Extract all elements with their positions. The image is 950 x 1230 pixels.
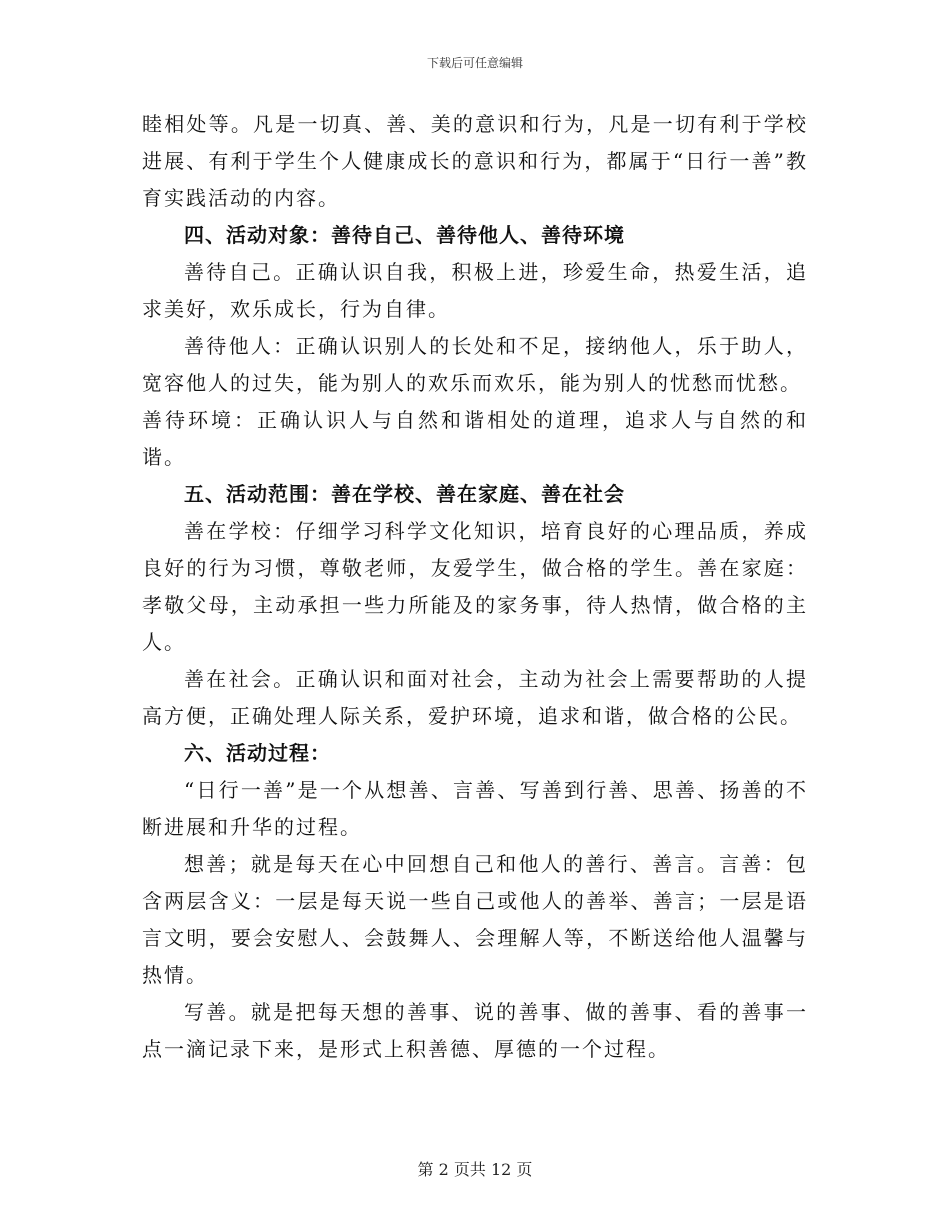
page-header: 下载后可任意编辑 <box>426 56 523 70</box>
paragraph-treat-environment: 善待环境：正确认识人与自然和谐相处的道理，追求人与自然的和谐。 <box>142 408 808 469</box>
section-heading-activity-scope: 五、活动范围：善在学校、善在家庭、善在社会 <box>184 482 625 506</box>
section-heading-activity-process: 六、活动过程： <box>184 741 331 765</box>
paragraph-write: 写善。就是把每天想的善事、说的善事、做的善事、看的善事一点一滴记录下来，是形式上积善德、厚德的一个过程。 <box>142 1000 808 1061</box>
paragraph-treat-self: 善待自己。正确认识自我，积极上进，珍爱生命，热爱生活，追求美好，欢乐成长，行为自律。 <box>142 260 808 321</box>
paragraph-continuation: 睦相处等。凡是一切真、善、美的意识和行为，凡是一切有利于学校进展、有利于学生个人健康成长的意识和行为，都属于“日行一善”教育实践活动的内容。 <box>142 112 808 210</box>
paragraph-think-speak: 想善；就是每天在心中回想自己和他人的善行、善言。言善：包含两层含义：一层是每天说一些自己或他人的善举、善言；一层是语言文明，要会安慰人、会鼓舞人、会理解人等，不断送给他人温馨与热情。 <box>142 852 808 987</box>
paragraph-school-family: 善在学校：仔细学习科学文化知识，培育良好的心理品质，养成良好的行为习惯，尊敬老师，友爱学生，做合格的学生。善在家庭：孝敬父母，主动承担一些力所能及的家务事，待人热情，做合格的主人。 <box>142 519 808 654</box>
document-body <box>142 106 808 1068</box>
page-number: 第 2 页共 12 页 <box>417 1160 533 1179</box>
section-heading-activity-targets: 四、活动对象：善待自己、善待他人、善待环境 <box>184 223 625 247</box>
paragraph-treat-others: 善待他人：正确认识别人的长处和不足，接纳他人，乐于助人，宽容他人的过失，能为别人的欢乐而欢乐，能为别人的忧愁而忧愁。 <box>142 334 808 395</box>
paragraph-process-intro: “日行一善”是一个从想善、言善、写善到行善、思善、扬善的不断进展和升华的过程。 <box>142 778 808 839</box>
paragraph-society: 善在社会。正确认识和面对社会，主动为社会上需要帮助的人提高方便，正确处理人际关系，爱护环境，追求和谐，做合格的公民。 <box>142 667 808 728</box>
